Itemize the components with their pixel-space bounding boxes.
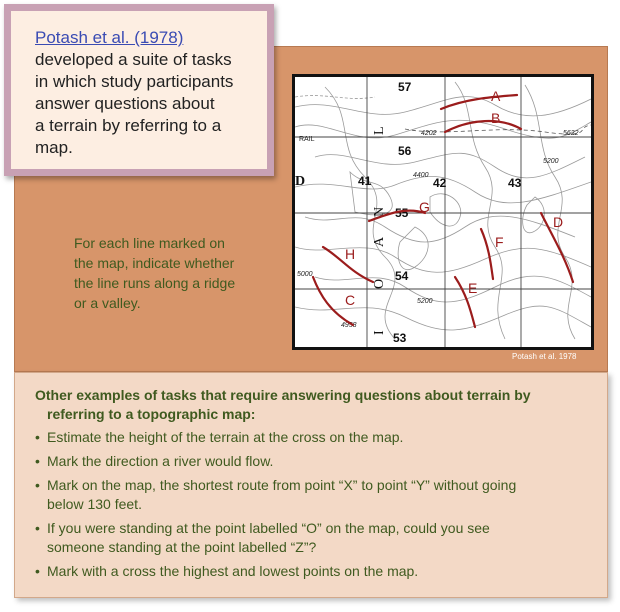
trail-label: RAIL [299,136,315,143]
grid-number: 53 [393,331,407,345]
topographic-map [292,74,594,350]
instruction-text [74,233,274,313]
topographic-map-svg [295,77,591,347]
task-text: If you were standing at the point labelled “O” on the map, could you see [47,520,490,536]
callout-line: developed a suite of tasks [35,50,232,69]
callout-line: a terrain by referring to a [35,116,222,135]
line-label-e: E [468,280,478,296]
task-item [35,562,591,581]
instruction-line: the line runs along a ridge [74,275,236,291]
task-examples-panel [14,372,608,598]
title-line: referring to a topographic map: [47,406,256,422]
line-label-b: B [491,110,501,126]
contour-label: 5200 [543,158,559,165]
vertical-letter: A [372,236,387,247]
grid-number: 41 [358,174,372,188]
map-caption: Potash et al. 1978 [512,352,577,361]
citation-link[interactable]: Potash et al. (1978) [35,28,184,47]
task-text: Mark on the map, the shortest route from point “X” to point “Y” without going [47,477,517,493]
marked-line-a [441,95,517,109]
task-text: Mark with a cross the highest and lowest points on the map. [47,563,419,579]
contour-label: 5200 [417,298,433,305]
contour-label: 5000 [297,271,313,278]
vertical-letter: L [372,126,387,135]
vertical-letter: O [372,278,387,289]
grid-number: 54 [395,269,409,283]
contour-label: 5622 [563,130,579,137]
instruction-line: or a valley. [74,295,141,311]
instruction-line: the map, indicate whether [74,255,235,271]
side-letter: D [295,174,306,189]
task-text: Mark the direction a river would flow. [47,453,274,469]
contour-label: 4958 [341,322,357,329]
callout-line: in which study participants [35,72,234,91]
bullet-icon: • [35,520,40,536]
task-examples-title [35,386,591,424]
title-line: Other examples of tasks that require answering questions about terrain by [35,387,531,403]
line-label-a: A [491,88,501,104]
task-item [35,476,591,514]
grid-number: 55 [395,206,409,220]
grid-number: 57 [398,80,412,94]
vertical-letter: N [372,206,387,217]
bullet-icon: • [35,429,40,445]
task-item [35,452,591,471]
grid-number: 43 [508,176,522,190]
grid-number: 42 [433,176,447,190]
task-item [35,519,591,557]
callout-text-box [11,11,267,169]
task-text: someone standing at the point labelled “Z”? [47,539,317,555]
marked-line-f [481,229,493,279]
contour-label: 4400 [413,172,429,179]
task-list [35,428,591,581]
task-text: below 130 feet. [47,496,142,512]
bullet-icon: • [35,563,40,579]
instruction-line: For each line marked on [74,235,225,251]
vertical-letter: I [372,330,387,335]
bullet-icon: • [35,453,40,469]
task-text: Estimate the height of the terrain at the cross on the map. [47,429,404,445]
contour-label: 4202 [421,130,437,137]
callout-line: answer questions about [35,94,215,113]
line-label-h: H [345,246,356,262]
line-label-g: G [419,199,430,215]
callout-line: map. [35,138,73,157]
bullet-icon: • [35,477,40,493]
contour-lines [295,82,591,339]
line-label-f: F [495,234,504,250]
task-item [35,428,591,447]
grid-number: 56 [398,144,412,158]
citation-callout [4,4,274,176]
line-label-d: D [553,214,564,230]
line-label-c: C [345,292,356,308]
